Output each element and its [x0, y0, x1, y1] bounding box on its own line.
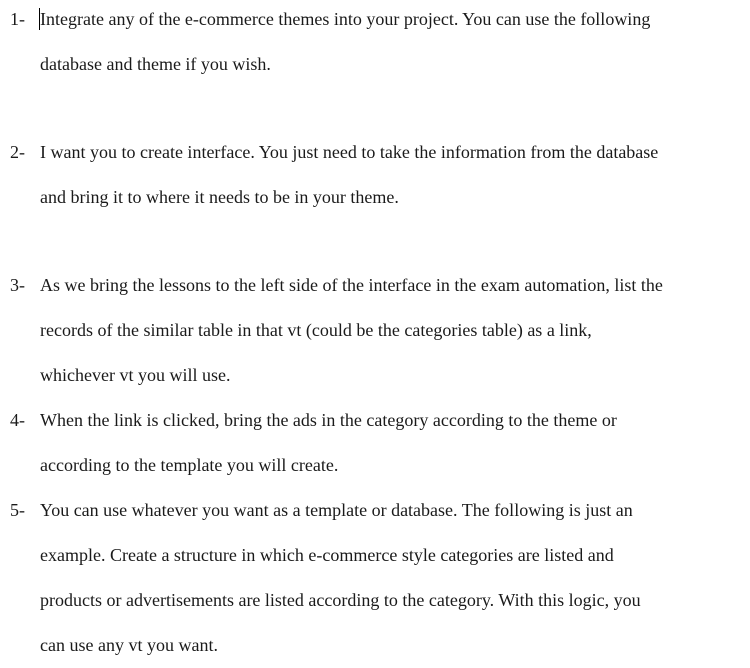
list-item-line: When the link is clicked, bring the ads in the category according to the theme or: [40, 410, 617, 430]
list-item-line: I want you to create interface. You just need to take the information from the database: [40, 142, 659, 162]
list-item-line: example. Create a structure in which e-commerce style categories are listed and: [40, 545, 614, 565]
list-item-number: 1-: [10, 9, 25, 29]
list-item-number: 4-: [10, 410, 25, 430]
list-item-line: records of the similar table in that vt (could be the categories table) as a link,: [40, 320, 592, 340]
list-item-number: 5-: [10, 500, 25, 520]
list-item-line: can use any vt you want.: [40, 635, 218, 655]
list-item-line: As we bring the lessons to the left side of the interface in the exam automation, list the: [40, 275, 663, 295]
list-item-number: 3-: [10, 275, 25, 295]
list-item-line: Integrate any of the e-commerce themes into your project. You can use the following: [40, 9, 651, 29]
list-item-line: database and theme if you wish.: [40, 54, 271, 74]
list-item-line: products or advertisements are listed according to the category. With this logic, you: [40, 590, 641, 610]
list-item-line: whichever vt you will use.: [40, 365, 231, 385]
list-item-line: according to the template you will create.: [40, 455, 339, 475]
list-item-line: and bring it to where it needs to be in your theme.: [40, 187, 399, 207]
list-item-line: You can use whatever you want as a template or database. The following is just an: [40, 500, 633, 520]
list-item-number: 2-: [10, 142, 25, 162]
